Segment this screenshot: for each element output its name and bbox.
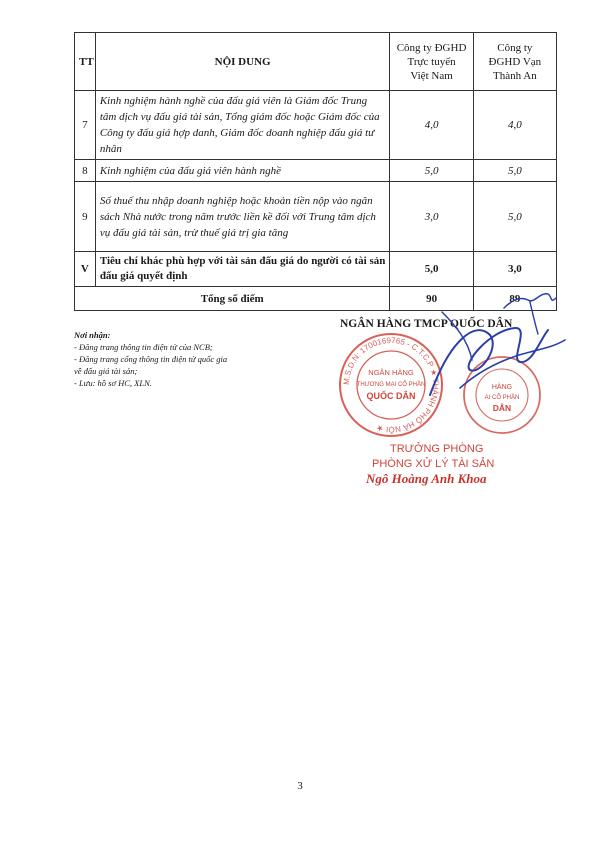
- row-tt: V: [75, 252, 96, 287]
- header-content: NỘI DUNG: [95, 33, 390, 91]
- row-score-a: 4,0: [390, 91, 473, 160]
- row-content: Kinh nghiệm hành nghề của đấu giá viên là Giám đốc Trung tâm dịch vụ đấu giá tài sản, Tổng giám đốc hoặc Giám đốc của Công ty đấu giá hợp danh, Giám đốc doanh nghiệp đấu giá tư nhân: [95, 91, 390, 160]
- page-number: 3: [297, 780, 303, 792]
- recipient-item: - Đăng trang cổng thông tin điện tử quốc gia: [74, 354, 228, 364]
- stamp-line: NGÂN HÀNG: [368, 368, 414, 377]
- row-score-b: 3,0: [473, 252, 556, 287]
- row-score-b: 5,0: [473, 160, 556, 182]
- row-score-b: 5,0: [473, 182, 556, 252]
- recipient-item: về đấu giá tài sản;: [74, 366, 138, 376]
- row-tt: 7: [75, 91, 96, 160]
- recipients-title: Nơi nhận:: [74, 330, 111, 340]
- stamp-line: HÀNG: [491, 384, 513, 391]
- bank-name: NGÂN HÀNG TMCP QUỐC DÂN: [340, 318, 513, 330]
- total-score-a: 90: [390, 287, 473, 311]
- row-content: Số thuế thu nhập doanh nghiệp hoặc khoản tiền nộp vào ngân sách Nhà nước trong năm trước liền kề đối với Trung tâm dịch vụ đấu giá tài sản, trừ thuế giá trị gia tăng: [95, 182, 390, 252]
- row-score-b: 4,0: [473, 91, 556, 160]
- header-company-a: Công ty ĐGHD Trực tuyến Việt Nam: [390, 33, 473, 91]
- row-score-a: 5,0: [390, 160, 473, 182]
- row-content: Tiêu chí khác phù hợp với tài sản đấu giá do người có tài sản đấu giá quyết định: [95, 252, 390, 287]
- recipient-item: - Lưu: hồ sơ HC, XLN.: [74, 378, 152, 388]
- stamp-line: DÂN: [492, 403, 512, 413]
- stamp-line: AI CỔ PHẦN: [484, 395, 520, 401]
- row-score-a: 3,0: [390, 182, 473, 252]
- score-table: [74, 32, 557, 311]
- recipients-block: [74, 329, 227, 389]
- table-row: [75, 91, 557, 160]
- total-score-b: 89: [473, 287, 556, 311]
- table-row: [75, 252, 557, 287]
- row-tt: 8: [75, 160, 96, 182]
- signer-position-line1: TRƯỞNG PHÒNG: [390, 443, 484, 455]
- stamp-ring-text: M.S.D.N: 1700169765 - C.T.C.P ★ THÀNH PHỐ HÀ NỘI ★: [341, 335, 441, 435]
- total-label: Tổng số điểm: [75, 287, 390, 311]
- total-initial-mark: [500, 286, 560, 316]
- header-tt: TT: [75, 33, 96, 91]
- row-tt: 9: [75, 182, 96, 252]
- stamp-line: QUỐC DÂN: [366, 391, 416, 401]
- signer-position-line2: PHÒNG XỬ LÝ TÀI SẢN: [372, 458, 495, 470]
- handwritten-signature: [420, 300, 580, 420]
- recipient-item: - Đăng trang thông tin điện tử của NCB;: [74, 342, 213, 352]
- table-header-row: [75, 33, 557, 91]
- table-row: [75, 160, 557, 182]
- row-content: Kinh nghiệm của đấu giá viên hành nghề: [95, 160, 390, 182]
- signer-name: Ngô Hoàng Anh Khoa: [366, 471, 487, 486]
- table-row: [75, 182, 557, 252]
- header-company-b: Công ty ĐGHD Vạn Thành An: [473, 33, 556, 91]
- stamp-line: THƯƠNG MẠI CỔ PHẦN: [356, 382, 426, 388]
- row-score-a: 5,0: [390, 252, 473, 287]
